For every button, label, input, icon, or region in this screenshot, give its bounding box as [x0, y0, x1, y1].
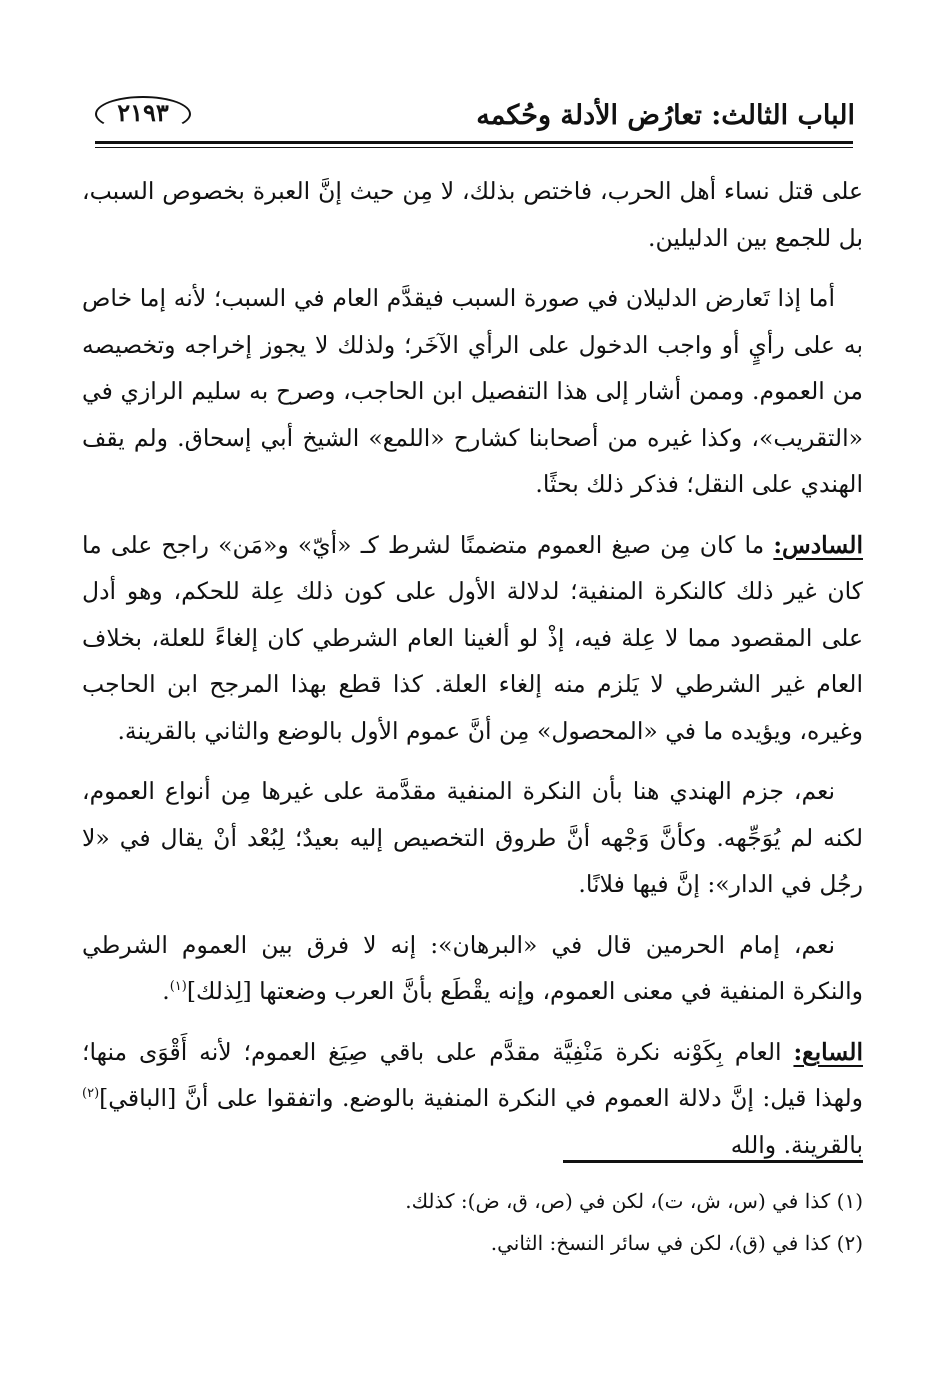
paragraph-text: نعم، جزم الهندي هنا بأن النكرة المنفية مقدَّمة على غيرها مِن أنواع العموم، لكنه لم يُوَجِّهه. وكأنَّ وَجْهه أنَّ طروق التخصيص إليه بعيدٌ؛ لِبُعْد أنْ يقال في «لا رجُل في الدار»: إنَّ فيها فلانًا. [82, 777, 863, 898]
footnote-item: (٢) كذا في (ق)، لكن في سائر النسخ: الثاني. [490, 1231, 863, 1255]
paragraph [82, 168, 863, 261]
main-text [82, 168, 863, 1182]
running-header [95, 92, 855, 138]
header-rule-thick [95, 141, 853, 144]
paragraph-tail: بالقرينة. والله [730, 1130, 863, 1159]
footnote-ref[interactable]: (٢) [82, 1086, 100, 1102]
footnotes [82, 1180, 863, 1264]
paragraph-tail: . [162, 977, 170, 1005]
paragraph-text: أما إذا تَعارض الدليلان في صورة السبب فيقدَّم العام في السبب؛ لأنه إما خاص به على رأيٍ أو واجب الدخول على الرأي الآخَر؛ ولذلك لا يجوز إخراجه وتخصيصه من العموم. وممن أشار إلى هذا التفصيل ابن الحاجب، وصرح به سليم الرازي في «التقريب»، وكذا غيره من أصحابنا كشارح «اللمع» الشيخ أبي إسحاق. ولم يقف الهندي على النقل؛ فذكر ذلك بحثًا. [82, 284, 863, 498]
footnote-ref[interactable]: (١) [169, 979, 187, 995]
page-number-ornament [95, 96, 191, 134]
paragraph-text: على قتل نساء أهل الحرب، فاختص بذلك، لا مِن حيث إنَّ العبرة بخصوص السبب، بل للجمع بين الدليلين. [82, 177, 863, 252]
section-lead-seventh: السابع: [793, 1037, 863, 1066]
paragraph [82, 275, 863, 508]
paragraph-text: ما كان مِن صيغ العموم متضمنًا لشرط كـ «أيّ» و«مَن» راجح على ما كان غير ذلك كالنكرة المنفية؛ لدلالة الأول على كون ذلك عِلة للحكم، وهو أدل على المقصود مما لا عِلة فيه، إذْ لو ألغينا العام الشرطي كان إلغاءً للعلة، بخلاف العام غير الشرطي لا يَلزم منه إلغاء العلة. كذا قطع بهذا المرجح ابن الحاجب وغيره، ويؤيده ما في «المحصول» مِن أنَّ عموم الأول بالوضع والثاني بالقرينة. [82, 530, 863, 745]
chapter-title: الباب الثالث: تعارُض الأدلة وحُكمه [476, 99, 855, 131]
paragraph-text: العام بِكَوْنه نكرة مَنْفِيَّة مقدَّم على باقي صِيَغ العموم؛ لأنه أَقْوَى منها؛ ولهذا قيل: إنَّ دلالة العموم في النكرة المنفية بالوضع. واتفقوا على أنَّ [الباقي] [82, 1037, 863, 1112]
paragraph [82, 1029, 863, 1169]
header-rule-thin [95, 147, 853, 148]
page-number: ٢١٩٣ [117, 98, 169, 127]
section-lead-sixth: السادس: [773, 530, 863, 559]
footnote-item: (١) كذا في (س، ش، ت)، لكن في (ص، ق، ض): كذلك. [405, 1189, 863, 1213]
paragraph [82, 522, 863, 755]
paragraph [82, 768, 863, 908]
paragraph-text: نعم، إمام الحرمين قال في «البرهان»: إنه لا فرق بين العموم الشرطي والنكرة المنفية في معنى العموم، وإنه يقْطَع بأنَّ العرب وضعتها [لِذلك] [82, 930, 863, 1005]
paragraph [82, 922, 863, 1015]
footnote-separator [563, 1160, 863, 1163]
